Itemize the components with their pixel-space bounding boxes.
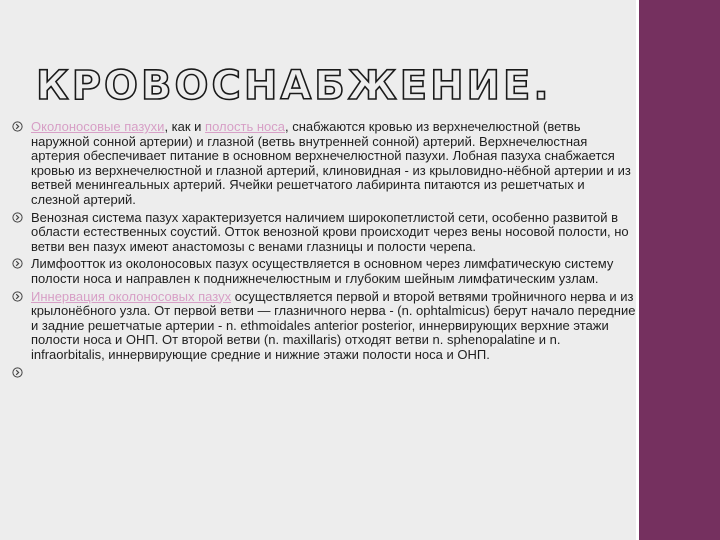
bullet-lymph-drainage <box>12 257 636 286</box>
bullet-icon <box>12 212 23 223</box>
bullet-icon <box>12 258 23 269</box>
bullet-icon <box>12 367 23 378</box>
bullet-innervation <box>12 290 636 363</box>
bullet-icon <box>12 121 23 132</box>
bullet-blood-supply <box>12 120 636 208</box>
bullet-text: , как и <box>164 119 206 134</box>
bullet-venous-system <box>12 211 636 255</box>
bullet-text: Венозная система пазух характеризуется наличием широкопетлистой сети, особенно развитой в области естественных соустий. Отток венозной крови происходит через вены носовой полости, но ветви вен пазух имеют анастомозы с венами глазницы и полости черепа. <box>31 209 629 254</box>
slide-title: КРОВОСНАБЖЕНИЕ. <box>36 63 552 109</box>
link-innervation[interactable]: Иннервация околоносовых пазух <box>31 288 232 304</box>
bullet-list <box>12 120 636 383</box>
bullet-icon <box>12 291 23 302</box>
link-nasal-cavity[interactable]: полость носа <box>205 119 285 134</box>
side-panel <box>639 0 720 540</box>
bullet-empty <box>12 366 636 380</box>
bullet-text: осуществляется первой и второй ветвями тройничного нерва и из крылонёбного узла. От первой ветви — глазничного нерва - (n. ophtalmicus) берут начало передние и задние решетчатые артерии - n. ethmoidales anterior posterior, иннервирующих верхние этажи полости носа и ОНП. От второй ветви (n. maxillaris) отходят ветви n. sphenopalatine и n. infraorbitalis, иннервирующие средние и нижние этажи полости носа и ОНП. <box>31 288 636 362</box>
link-paranasal-sinuses[interactable]: Околоносовые пазухи <box>31 119 165 134</box>
bullet-text: Лимфоотток из околоносовых пазух осуществляется в основном через лимфатическую систему полости носа и направлен к поднижнечелюстным и глубоким шейным лимфатическим узлам. <box>31 256 614 286</box>
bullet-text: , снабжаются кровью из верхнечелюстной (ветвь наружной сонной артерии) и глазной (ветвь внутренней сонной) артерий. Верхнечелюстная артерия обеспечивает питание в основном верхнечелюстной пазухи. Лобная пазуха снабжается кровью из верхнечелюстной и глазной артерий, клиновидная - из крыловидно-нёбной артерии и из ветвей менингеальных артерий. Ячейки решетчатого лабиринта питаются из решетчатых и слезной артерий. <box>31 119 631 207</box>
